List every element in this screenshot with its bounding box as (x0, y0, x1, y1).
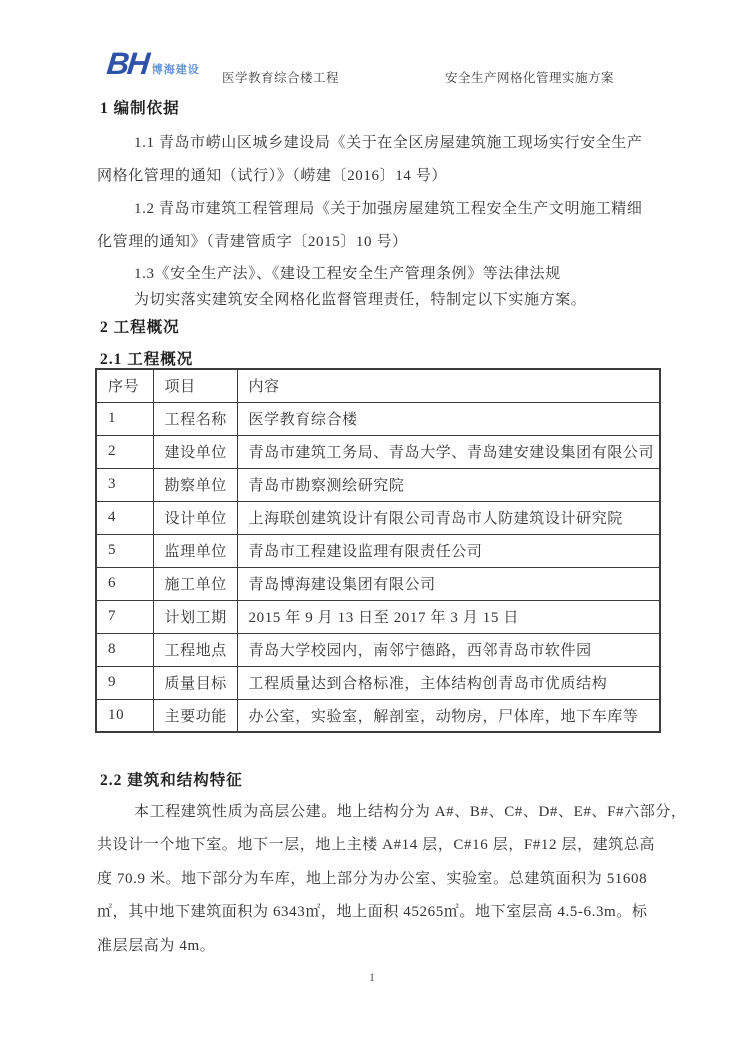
table-row (96, 402, 660, 435)
section-2-1-heading: 2.1 工程概况 (100, 351, 194, 368)
table-cell-number: 5 (96, 534, 153, 567)
paragraph-line: 准层层高为 4m。 (97, 938, 216, 954)
paragraph-line: 化管理的通知》（青建管质字〔2015〕10 号） (97, 234, 408, 250)
table-cell-number: 2 (96, 435, 153, 468)
page-number: 1 (369, 970, 375, 984)
section-2-2-heading: 2.2 建筑和结构特征 (100, 772, 243, 789)
table-row (96, 600, 660, 633)
table-cell-item: 计划工期 (153, 600, 237, 633)
table-cell-number: 4 (96, 501, 153, 534)
paragraph-line: 本工程建筑性质为高层公建。地上结构分为 A#、B#、C#、D#、E#、F#六部分， (134, 804, 687, 820)
table-cell-number: 6 (96, 567, 153, 600)
table-cell-content: 医学教育综合楼 (237, 402, 660, 435)
paragraph-line: 1.3《安全生产法》、《建设工程安全生产管理条例》等法律法规 (134, 266, 561, 282)
table-cell-content: 上海联创建筑设计有限公司青岛市人防建筑设计研究院 (237, 501, 660, 534)
table-cell-number: 9 (96, 666, 153, 699)
table-cell-item: 勘察单位 (153, 468, 237, 501)
table-header-row (96, 369, 660, 402)
table-cell-number: 3 (96, 468, 153, 501)
table-row (96, 633, 660, 666)
table-cell-item: 设计单位 (153, 501, 237, 534)
table-cell-number: 8 (96, 633, 153, 666)
table-cell-number: 10 (96, 699, 153, 732)
paragraph-line: 网格化管理的通知（试行）》（崂建〔2016〕14 号） (97, 168, 447, 184)
table-cell-item: 监理单位 (153, 534, 237, 567)
table-row (96, 501, 660, 534)
table-cell-item: 质量目标 (153, 666, 237, 699)
table-cell-content: 青岛市建筑工务局、青岛大学、青岛建安建设集团有限公司 (237, 435, 660, 468)
header-project-name: 医学教育综合楼工程 (222, 71, 340, 85)
paragraph-line: 共设计一个地下室。地下一层，地上主楼 A#14 层，C#16 层，F#12 层，建筑总高 (97, 837, 656, 853)
table-cell-number: 1 (96, 402, 153, 435)
section-1-heading: 1 编制依据 (100, 100, 180, 117)
paragraph-line: 为切实落实建筑安全网格化监督管理责任，特制定以下实施方案。 (134, 292, 587, 308)
table-header-item: 项目 (153, 369, 237, 402)
paragraph-line: ㎡，其中地下建筑面积为 6343㎡，地上面积 45265㎡。地下室层高 4.5-6.3m。标 (97, 904, 648, 920)
table-row (96, 534, 660, 567)
table-cell-item: 主要功能 (153, 699, 237, 732)
logo-bh-monogram: BH (105, 46, 150, 81)
table-cell-number: 7 (96, 600, 153, 633)
header-doc-title: 安全生产网格化管理实施方案 (445, 71, 615, 85)
table-cell-content: 2015 年 9 月 13 日至 2017 年 3 月 15 日 (237, 600, 660, 633)
table-cell-content: 青岛市勘察测绘研究院 (237, 468, 660, 501)
table-cell-content: 青岛市工程建设监理有限责任公司 (237, 534, 660, 567)
company-logo (107, 48, 200, 79)
table-cell-item: 工程地点 (153, 633, 237, 666)
paragraph-line: 1.1 青岛市崂山区城乡建设局《关于在全区房屋建筑施工现场实行安全生产 (134, 135, 643, 151)
table-row (96, 435, 660, 468)
table-cell-item: 施工单位 (153, 567, 237, 600)
table-cell-item: 建设单位 (153, 435, 237, 468)
table-row (96, 567, 660, 600)
table-cell-content: 办公室，实验室，解剖室，动物房，尸体库，地下车库等 (237, 699, 660, 732)
project-overview-table (95, 368, 661, 733)
section-2-heading: 2 工程概况 (100, 319, 180, 336)
paragraph-line: 度 70.9 米。地下部分为车库，地上部分为办公室、实验室。总建筑面积为 51608 (97, 871, 648, 887)
paragraph-line: 1.2 青岛市建筑工程管理局《关于加强房屋建筑工程安全生产文明施工精细 (134, 201, 643, 217)
table-row (96, 468, 660, 501)
table-header-content: 内容 (237, 369, 660, 402)
table-cell-content: 青岛博海建设集团有限公司 (237, 567, 660, 600)
table-row (96, 699, 660, 732)
logo-company-name: 博海建设 (151, 64, 200, 76)
table-cell-content: 青岛大学校园内，南邻宁德路，西邻青岛市软件园 (237, 633, 660, 666)
table-row (96, 666, 660, 699)
table-cell-item: 工程名称 (153, 402, 237, 435)
table-header-number: 序号 (96, 369, 153, 402)
table-cell-content: 工程质量达到合格标准，主体结构创青岛市优质结构 (237, 666, 660, 699)
